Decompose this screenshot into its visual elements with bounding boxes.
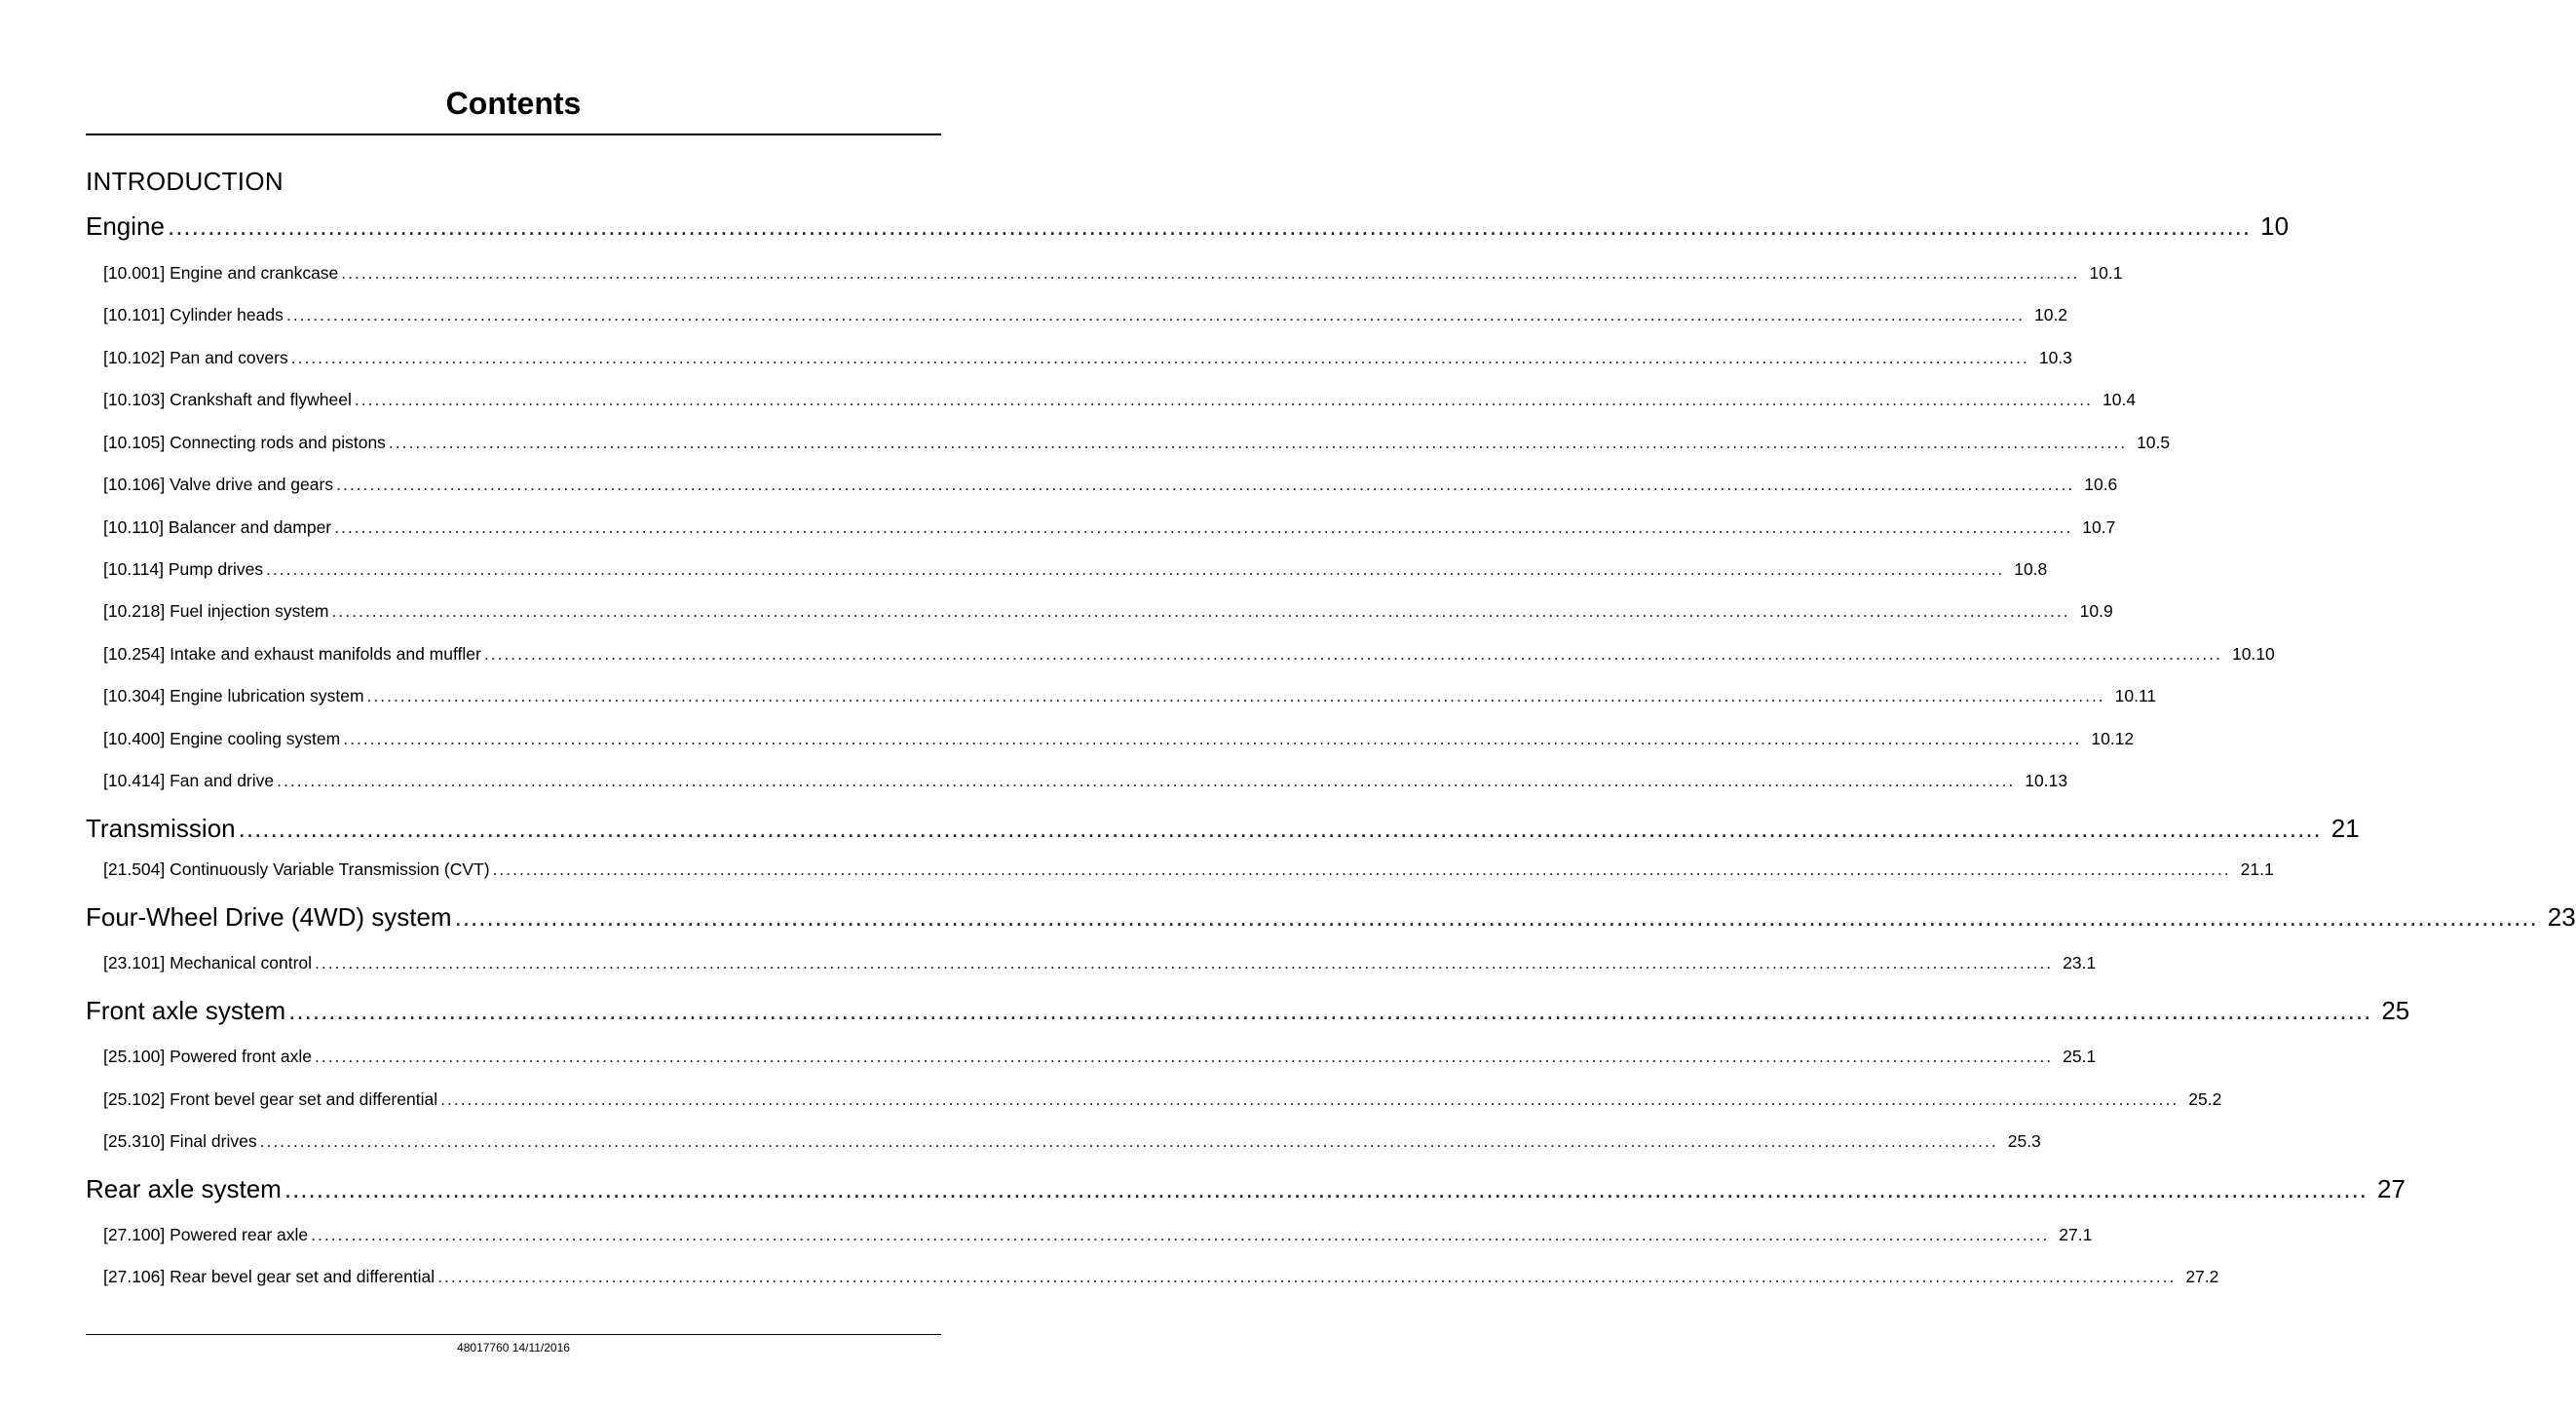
toc-item[interactable] (103, 388, 2137, 411)
toc-item[interactable] (103, 727, 2135, 750)
toc-section-label: Front axle system (86, 996, 286, 1025)
toc-item-page: 27.1 (2059, 1225, 2093, 1244)
dot-leader: .................................................................................................................................................................................................................................................................... (483, 644, 2222, 664)
toc-item-label: [10.304] Engine lubrication system (103, 686, 364, 706)
dot-leader: .................................................................................................................................................................................................................................................................... (440, 1089, 2179, 1109)
toc-item-page: 10.13 (2025, 771, 2068, 790)
dot-leader: .................................................................................................................................................................................................................................................................... (266, 559, 2005, 579)
dot-leader: .................................................................................................................................................................................................................................................................... (315, 953, 2054, 972)
toc-item-page: 21.1 (2240, 859, 2274, 879)
toc-section-label: Rear axle system (86, 1174, 282, 1203)
toc-section[interactable] (86, 993, 2410, 1028)
toc-item-page: 25.3 (2007, 1131, 2041, 1151)
toc-item[interactable] (103, 1223, 2093, 1246)
toc-section-page: 10 (2260, 211, 2290, 241)
toc-item[interactable] (103, 599, 2113, 623)
toc-item[interactable] (103, 557, 2048, 581)
toc-section[interactable] (86, 209, 2290, 244)
toc-item-page: 10.12 (2091, 729, 2135, 748)
toc-section[interactable] (86, 899, 2576, 934)
toc-item-page: 10.8 (2014, 559, 2048, 579)
toc-item-label: [25.102] Front bevel gear set and differential (103, 1089, 438, 1109)
toc-item-page: 10.6 (2084, 475, 2118, 494)
dot-leader: .................................................................................................................................................................................................................................................................... (331, 601, 2070, 621)
toc-section-page: 27 (2377, 1174, 2406, 1203)
toc-item-label: [27.100] Powered rear axle (103, 1225, 309, 1244)
toc-item-page: 23.1 (2063, 953, 2097, 972)
dot-leader: .................................................................................................................................................................................................................................................................... (388, 433, 2128, 452)
top-divider (86, 133, 941, 135)
toc-item-label: [23.101] Mechanical control (103, 953, 313, 972)
toc-item-label: [10.254] Intake and exhaust manifolds and muffler (103, 644, 481, 664)
page-footer: 48017760 14/11/2016 (457, 1341, 570, 1354)
dot-leader: .................................................................................................................................................................................................................................................................... (259, 1131, 1998, 1151)
toc-section-page: 25 (2381, 996, 2410, 1025)
bottom-divider (86, 1334, 941, 1335)
toc-item-label: [10.400] Engine cooling system (103, 729, 341, 748)
dot-leader: .................................................................................................................................................................................................................................................................... (437, 1267, 2177, 1286)
dot-leader: .................................................................................................................................................................................................................................................................... (492, 859, 2231, 879)
page-title: Contents (445, 86, 582, 121)
toc-item-page: 10.7 (2082, 517, 2116, 537)
intro-heading: INTRODUCTION (86, 167, 284, 196)
toc-item-label: [25.100] Powered front axle (103, 1047, 313, 1066)
toc-section-page: 21 (2330, 814, 2360, 843)
dot-leader: .................................................................................................................................................................................................................................................................... (167, 211, 2252, 241)
toc-item-label: [10.102] Pan and covers (103, 348, 288, 367)
toc-item-label: [10.101] Cylinder heads (103, 305, 284, 324)
toc-item-label: [25.310] Final drives (103, 1131, 257, 1151)
toc-section[interactable] (86, 1171, 2406, 1206)
toc-item-label: [10.106] Valve drive and gears (103, 475, 334, 494)
toc-item[interactable] (103, 515, 2116, 539)
dot-leader: .................................................................................................................................................................................................................................................................... (454, 902, 2538, 932)
toc-item-label: [27.106] Rear bevel gear set and differential (103, 1267, 436, 1286)
toc-item[interactable] (103, 1087, 2222, 1111)
toc-item[interactable] (103, 951, 2097, 974)
toc-item-page: 10.3 (2038, 348, 2072, 367)
toc-item-label: [10.218] Fuel injection system (103, 601, 329, 621)
toc-item[interactable] (103, 473, 2118, 496)
toc-section-label: Transmission (86, 814, 236, 843)
toc-item[interactable] (103, 431, 2171, 454)
toc-item[interactable] (103, 261, 2123, 285)
dot-leader: .................................................................................................................................................................................................................................................................... (341, 263, 2080, 283)
toc-item[interactable] (103, 769, 2068, 792)
toc-section-label: Engine (86, 211, 165, 241)
toc-item[interactable] (103, 642, 2275, 666)
dot-leader: .................................................................................................................................................................................................................................................................... (334, 517, 2073, 537)
toc-item[interactable] (103, 1129, 2041, 1153)
toc-item-page: 10.5 (2137, 433, 2171, 452)
dot-leader: .................................................................................................................................................................................................................................................................... (238, 814, 2322, 843)
toc-item-label: [10.414] Fan and drive (103, 771, 275, 790)
toc-item-page: 10.10 (2232, 644, 2275, 664)
dot-leader: .................................................................................................................................................................................................................................................................... (288, 996, 2372, 1025)
toc-item[interactable] (103, 858, 2274, 881)
toc-item-page: 10.2 (2033, 305, 2068, 324)
dot-leader: .................................................................................................................................................................................................................................................................... (366, 686, 2105, 706)
toc-section-page: 23 (2547, 902, 2576, 932)
toc-item[interactable] (103, 303, 2068, 326)
toc-item-page: 25.2 (2188, 1089, 2222, 1109)
toc-item[interactable] (103, 346, 2072, 369)
dot-leader: .................................................................................................................................................................................................................................................................... (343, 729, 2082, 748)
dot-leader: .................................................................................................................................................................................................................................................................... (315, 1047, 2054, 1066)
dot-leader: .................................................................................................................................................................................................................................................................... (311, 1225, 2050, 1244)
toc-item-page: 10.1 (2089, 263, 2123, 283)
toc-item[interactable] (103, 684, 2157, 707)
dot-leader: .................................................................................................................................................................................................................................................................... (336, 475, 2075, 494)
toc-item[interactable] (103, 1265, 2219, 1288)
toc-item-label: [10.001] Engine and crankcase (103, 263, 339, 283)
toc-item-page: 10.9 (2079, 601, 2113, 621)
dot-leader: .................................................................................................................................................................................................................................................................... (284, 1174, 2368, 1203)
dot-leader: .................................................................................................................................................................................................................................................................... (290, 348, 2029, 367)
toc-item-label: [21.504] Continuously Variable Transmission (CVT) (103, 859, 490, 879)
toc-section-label: Four-Wheel Drive (4WD) system (86, 902, 452, 932)
toc-section[interactable] (86, 811, 2360, 846)
dot-leader: .................................................................................................................................................................................................................................................................... (354, 390, 2094, 409)
toc-item-label: [10.103] Crankshaft and flywheel (103, 390, 352, 409)
toc-item-page: 10.4 (2102, 390, 2137, 409)
toc-item-page: 27.2 (2185, 1267, 2219, 1286)
toc-item[interactable] (103, 1045, 2097, 1068)
toc-item-label: [10.105] Connecting rods and pistons (103, 433, 386, 452)
toc-item-page: 25.1 (2063, 1047, 2097, 1066)
toc-item-label: [10.114] Pump drives (103, 559, 264, 579)
dot-leader: .................................................................................................................................................................................................................................................................... (277, 771, 2016, 790)
toc-item-label: [10.110] Balancer and damper (103, 517, 332, 537)
toc-item-page: 10.11 (2114, 686, 2157, 706)
dot-leader: .................................................................................................................................................................................................................................................................... (285, 305, 2025, 324)
